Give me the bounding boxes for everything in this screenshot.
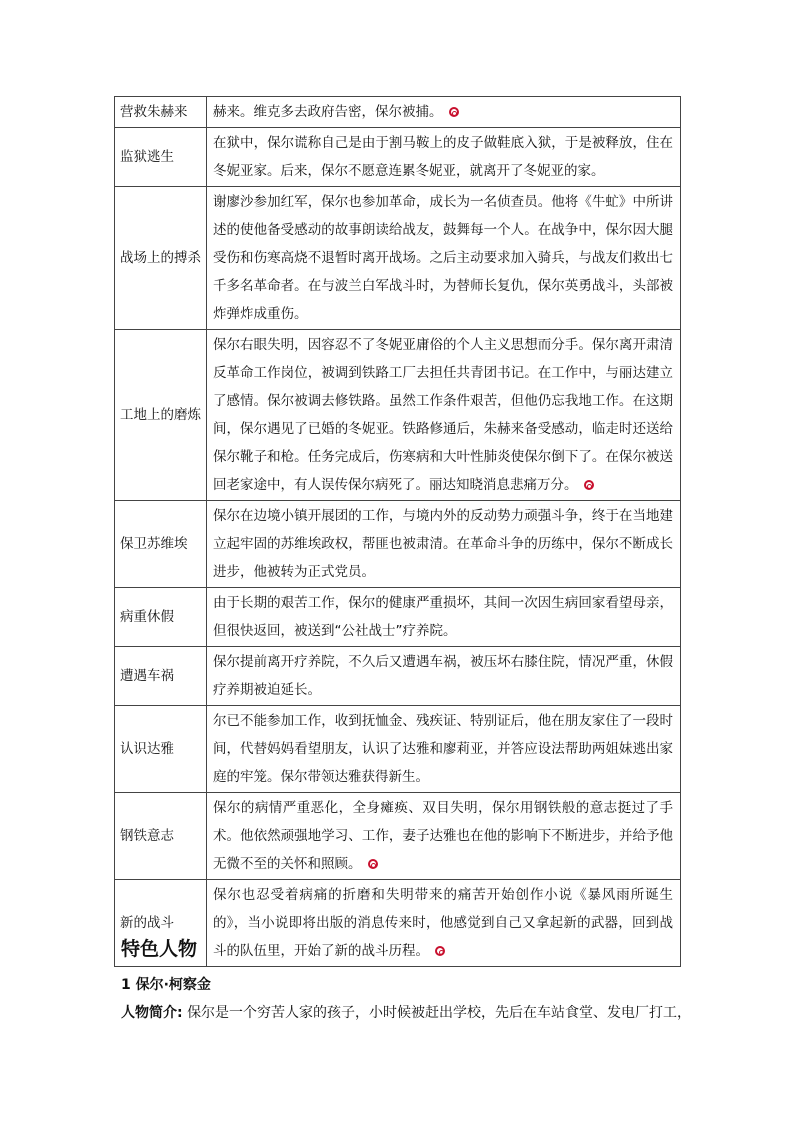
description-text: 保尔的病情严重恶化，全身瘫痪、双目失明，保尔用钢铁般的意志挺过了手术。他依然顽强地学习、工作，妻子达雅也在他的影响下不断进步，并给予他无微不至的关怀和照顾。 — [213, 800, 673, 872]
description-cell — [207, 706, 681, 793]
intro-label: 人物简介: — [121, 1005, 183, 1021]
table-row — [115, 128, 681, 187]
table-row — [115, 97, 681, 128]
description-cell — [207, 187, 681, 330]
stage-cell: 营救朱赫来 — [115, 97, 207, 128]
description-text: 保尔也忍受着病痛的折磨和失明带来的痛苦开始创作小说《暴风雨所诞生的》，当小说即将出版的消息传来时，他感觉到自己又拿起新的武器，回到战斗的队伍里，开始了新的战斗历程。 — [213, 887, 673, 959]
table-row — [115, 647, 681, 706]
description-cell — [207, 128, 681, 187]
description-cell — [207, 330, 681, 501]
character-intro — [121, 1002, 692, 1022]
description-text: 保尔在边境小镇开展团的工作，与境内外的反动势力顽强斗争，终于在当地建立起牢固的苏维埃政权，帮匪也被肃清。在革命斗争的历练中，保尔不断成长进步，他被转为正式党员。 — [213, 508, 673, 580]
target-icon — [584, 480, 594, 490]
description-cell — [207, 588, 681, 647]
table-row — [115, 501, 681, 588]
target-icon — [449, 107, 459, 117]
description-text: 谢廖沙参加红军，保尔也参加革命，成长为一名侦查员。他将《牛虻》中所讲述的使他备受感动的故事朗读给战友，鼓舞每一个人。在战争中，保尔因大腿受伤和伤寒高烧不退暂时离开战场。之后主动要求加入骑兵，与战友们救出七千多名革命者。在与波兰白军战斗时，为替师长复仇，保尔英勇战斗，头部被炸弹炸成重伤。 — [213, 194, 673, 322]
intro-text: 保尔是一个穷苦人家的孩子，小时候被赶出学校，先后在车站食堂、发电厂打工， — [187, 1005, 692, 1021]
target-icon — [435, 946, 445, 956]
character-subheading: 1 保尔·柯察金 — [121, 977, 211, 993]
stage-cell: 遭遇车祸 — [115, 647, 207, 706]
stage-cell: 新的战斗 — [115, 880, 207, 967]
plot-table — [114, 96, 681, 967]
description-cell — [207, 647, 681, 706]
description-text: 尔已不能参加工作，收到抚恤金、残疾证、特别证后，他在朋友家住了一段时间，代替妈妈看望朋友，认识了达雅和廖莉亚，并答应设法帮助两姐妹逃出家庭的牢笼。保尔带领达雅获得新生。 — [213, 713, 673, 785]
table-row — [115, 880, 681, 967]
description-cell — [207, 880, 681, 967]
stage-cell: 保卫苏维埃 — [115, 501, 207, 588]
stage-cell: 认识达雅 — [115, 706, 207, 793]
description-cell — [207, 501, 681, 588]
description-text: 保尔右眼失明，因容忍不了冬妮亚庸俗的个人主义思想而分手。保尔离开肃清反革命工作岗位，被调到铁路工厂去担任共青团书记。在工作中，与丽达建立了感情。保尔被调去修铁路。虽然工作条件艰苦，但他仍忘我地工作。在这期间，保尔遇见了已婚的冬妮亚。铁路修通后，朱赫来备受感动，临走时还送给保尔靴子和枪。任务完成后，伤寒病和大叶性肺炎使保尔倒下了。在保尔被送回老家途中，有人误传保尔病死了。丽达知晓消息悲痛万分。 — [213, 337, 673, 493]
stage-cell: 监狱逃生 — [115, 128, 207, 187]
table-row — [115, 588, 681, 647]
description-text: 由于长期的艰苦工作，保尔的健康严重损坏，其间一次因生病回家看望母亲，但很快返回，被送到“公社战士”疗养院。 — [213, 595, 673, 639]
stage-cell: 战场上的搏杀 — [115, 187, 207, 330]
description-cell — [207, 793, 681, 880]
description-text: 在狱中，保尔谎称自己是由于割马鞍上的皮子做鞋底入狱，于是被释放，住在冬妮亚家。后来，保尔不愿意连累冬妮亚，就离开了冬妮亚的家。 — [213, 135, 673, 179]
description-text: 赫来。维克多去政府告密，保尔被捕。 — [213, 104, 443, 120]
table-row — [115, 187, 681, 330]
stage-cell: 钢铁意志 — [115, 793, 207, 880]
section-heading: 特色人物 — [121, 938, 198, 960]
stage-cell: 工地上的磨炼 — [115, 330, 207, 501]
description-cell — [207, 97, 681, 128]
description-text: 保尔提前离开疗养院，不久后又遭遇车祸，被压坏右膝住院，情况严重，休假疗养期被迫延长。 — [213, 654, 673, 698]
stage-cell: 病重休假 — [115, 588, 207, 647]
table-row — [115, 330, 681, 501]
table-row — [115, 793, 681, 880]
table-row — [115, 706, 681, 793]
target-icon — [368, 859, 378, 869]
